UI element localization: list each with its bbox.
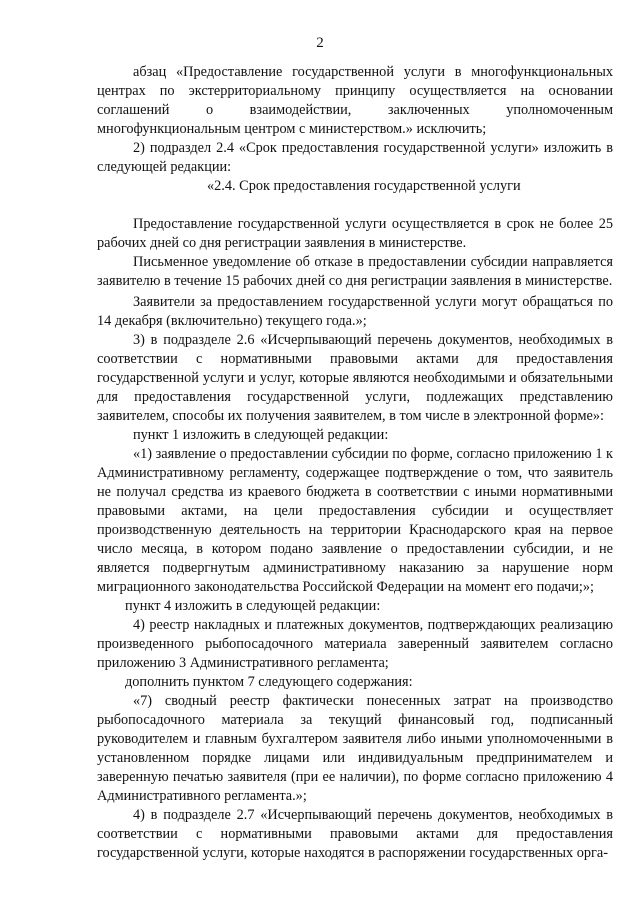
- paragraph-dopolnit: дополнить пунктом 7 следующего содержания:: [125, 674, 413, 690]
- paragraph-punkt-7: «7) сводный реестр фактически понесенных затрат на производство рыбопосадочного материала за текущий финансовый год, подписанный руководителем и главным бухгалтером заявителя либо иными уполномоченными в установленном порядке лицами или индивидуальным предпринимателем и заверенную печатью заявителя (при ее наличии), по форме согласно приложению 4 Административного регламента.»;: [97, 693, 613, 804]
- paragraph-item-2: 2) подраздел 2.4 «Срок предоставления государственной услуги» изложить в следующей редакции:: [97, 140, 613, 175]
- paragraph-item-3: 3) в подразделе 2.6 «Исчерпывающий перечень документов, необходимых в соответствии с нормативными правовыми актами для предоставления государственной услуги и услуг, которые являются необходимыми и обязательными для предоставления государственной услуги, подлежащих представлению заявителем, способы их получения заявителем, в том числе в электронной форме»:: [97, 332, 613, 424]
- paragraph-punkt-1: пункт 1 изложить в следующей редакции:: [133, 427, 389, 443]
- paragraph-abzac: абзац «Предоставление государственной услуги в многофункциональных центрах по экстерриториальному принципу осуществляется на основании соглашений о взаимодействии, заключенных уполномоченным многофункциональным центром с министерством.» исключить;: [97, 64, 613, 137]
- page-number: 2: [316, 35, 324, 51]
- paragraph-srok: Предоставление государственной услуги осуществляется в срок не более 25 рабочих дней со дня регистрации заявления в министерстве.: [97, 216, 613, 251]
- paragraph-uvedomlenie: Письменное уведомление об отказе в предоставлении субсидии направляется заявителю в течение 15 рабочих дней со дня регистрации заявления в министерстве.: [97, 254, 613, 289]
- paragraph-zayavlenie: «1) заявление о предоставлении субсидии по форме, согласно приложению 1 к Административному регламенту, содержащее подтверждение о том, что заявитель не получал средства из краевого бюджета в соответствии с иными нормативными правовыми актами, на цели предоставления субсидии и осуществляет производственную деятельность на территории Краснодарского края на первое число месяца, в котором подано заявление о предоставлении субсидии, и не является подвергнутым административному наказанию за нарушение норм миграционного законодательства Российской Федерации на момент его подачи;»;: [97, 446, 613, 595]
- paragraph-punkt-4: пункт 4 изложить в следующей редакции:: [125, 598, 381, 614]
- paragraph-reestr: 4) реестр накладных и платежных документов, подтверждающих реализацию произведенного рыбопосадочного материала заверенный заявителем согласно приложению 3 Административного регламента;: [97, 617, 613, 671]
- section-heading-2-4: «2.4. Срок предоставления государственной услуги: [207, 178, 521, 194]
- paragraph-zayaviteli: Заявители за предоставлением государственной услуги могут обращаться по 14 декабря (включительно) текущего года.»;: [97, 294, 613, 329]
- document-body: [97, 63, 613, 863]
- paragraph-item-4: 4) в подразделе 2.7 «Исчерпывающий перечень документов, необходимых в соответствии с нормативными правовыми актами для предоставления государственной услуги, которые находятся в распоряжении государственных орга-: [97, 807, 613, 861]
